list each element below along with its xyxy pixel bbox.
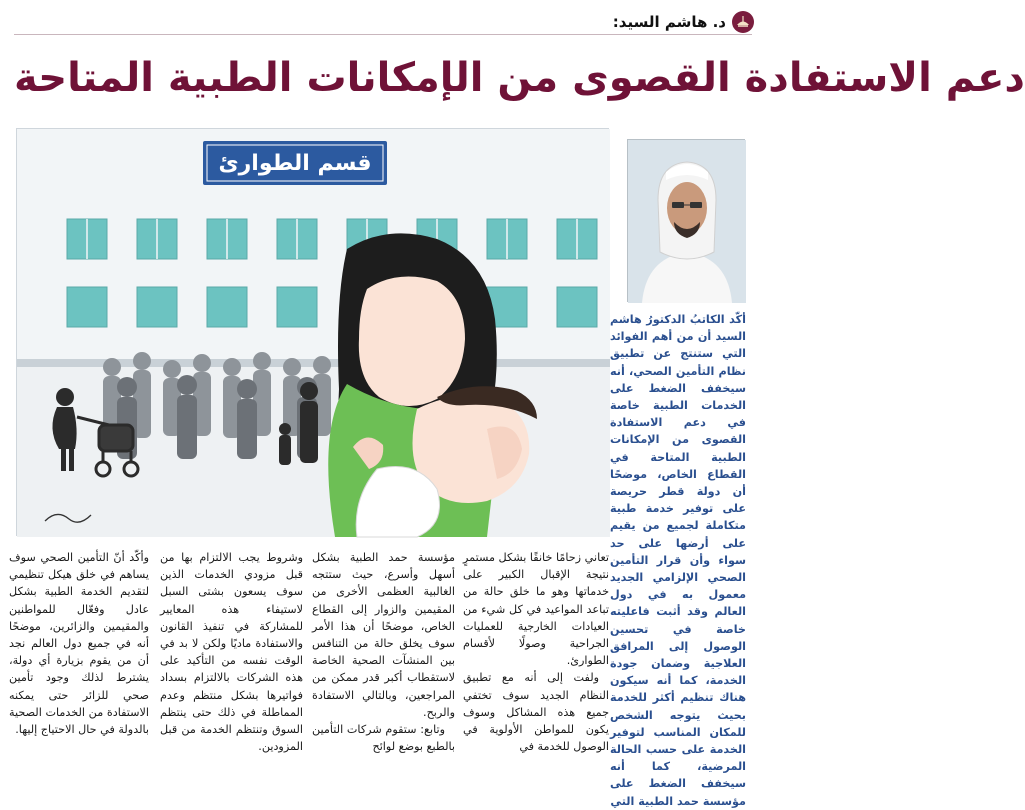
article-paragraph: وأكّد أنّ التأمين الصحي سوف يساهم في خلق هيكل تنظيمي لتقديم الخدمة الطبية بشكل عادل وفعّال للمواطنين والمقيمين والزائرين، موضحًا أنه في جميع دول العالم نجد أن من يقوم بزيارة أي دولة، يشترط لذلك وجود تأمين صحي للزائر حتى يمكنه الاستفادة من الخدمات الصحية بالدولة في حال الاحتياج إليها. [9,551,149,737]
article-column-2 [312,549,455,755]
article-column-4 [9,549,149,738]
article-column-1 [463,549,609,755]
article-paragraph: مؤسسة حمد الطبية بشكل أسهل وأسرع، حيث ستتجه الغالبية العظمى الأخرى من المقيمين والزوار إلى القطاع الخاص، موضحًا أن هذا الأمر سوف يخلق حالة من التنافس بين المنشآت الصحية الخاصة لاستقطاب أكبر قدر ممكن من المراجعين، وبالتالي الاستفادة والربح. [312,551,455,719]
article-paragraph: وتابع: ستقوم شركات التأمين بالطبع بوضع لوائح [312,723,455,754]
article-intro-text: أكّد الكاتبُ الدكتورُ هاشم السيد أن من أهم الفوائد التي ستنتج عن تطبيق نظام التأمين الصحي، أنه سيخفف الضغط على الخدمات الطبية خاصة في دعم الاستفادة القصوى من الإمكانات الطبية المتاحة في القطاع الخاص، موضحًا أن دولة قطر حريصة على توفير خدمة طبية متكاملة لجميع من يقيم على أرضها على حد سواء وأن قرار التأمين الصحي الإلزامي الجديد معمول به في دول العالم وقد أثبت فاعليته خاصة في تحسين الوصول إلى المرافق العلاجية وضمان جودة الخدمة، كما أنه سيكون هناك تنظيم أكثر للخدمة بحيث يتوجه الشخص للمكان المناسب لتوفير الخدمة على حسب الحالة المرضية، كما أنه سيخفف الضغط على مؤسسة حمد الطبية التي [610,313,746,808]
emergency-sign-label: قسم الطوارئ [218,150,372,176]
article-paragraph: وشروط يجب الالتزام بها من قبل مزودي الخدمات الذين سوف يسعون بشتى السبل لاستيفاء هذه المعايير للمشاركة في تنفيذ القانون والاستفادة ماديًا ولكن لا بد في الوقت نفسه من التأكيد على هذه الشركات بالالتزام بسداد فواتيرها بشكل منتظم وعدم المماطلة في ذلك حتى ينتظم السوق وتنتظم الخدمة من قبل المزودين. [160,551,303,754]
byline [613,10,754,34]
hospital-scene-drawing [17,129,610,537]
author-photo [627,139,745,302]
article-intro-column [610,311,746,810]
headline-container [14,50,1025,106]
article-paragraph: ولفت إلى أنه مع تطبيق النظام الجديد سوف تختفي جميع هذه المشاكل وسوف يكون للمواطن الأولوية في الوصول للخدمة في [463,671,609,754]
newspaper-emblem-icon [732,11,754,33]
byline-divider [14,34,752,35]
article-column-3 [160,549,303,755]
article-headline: دعم الاستفادة القصوى من الإمكانات الطبية المتاحة [14,55,1025,101]
article-paragraph: تعاني زحامًا خانقًا بشكل مستمرٍ نتيجة الإقبال الكبير على خدماتها وهو ما خلق حالة من تباعد المواعيد في كل شيء من العيادات الخارجية للعمليات الجراحية وصولًا لأقسام الطوارئ. [463,551,609,668]
author-name: د. هاشم السيد: [612,13,726,31]
article-illustration [16,128,609,536]
